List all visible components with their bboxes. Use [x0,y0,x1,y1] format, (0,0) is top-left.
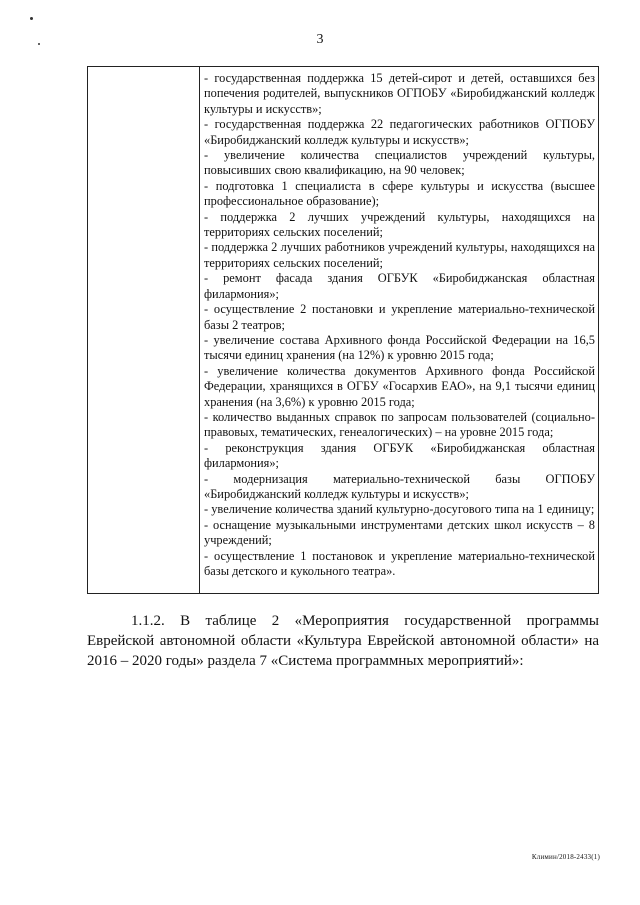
table-list-item: - увеличение количества специалистов учреждений культуры, повысивших свою квалификацию, на 90 человек; [204,148,595,178]
document-code: Климин/2018-2433(1) [531,853,600,861]
table-list-item: - увеличение количества зданий культурно-досугового типа на 1 единицу; [204,502,595,517]
table-list-item: - поддержка 2 лучших учреждений культуры, находящихся на территориях сельских поселений; [204,209,595,240]
table-list-item: - государственная поддержка 22 педагогических работников ОГПОБУ «Биробиджанский колледж культуры и искусств»; [204,117,595,147]
table-left-cell [88,67,200,593]
table-list-item: - количество выданных справок по запросам пользователей (социально-правовых, тематических, генеалогических) – на уровне 2015 года; [204,409,595,440]
table-list-item: - модернизация материально-технической базы ОГПОБУ «Биробиджанский колледж культуры и искусств»; [204,471,595,501]
table-list-item: - увеличение количества документов Архивного фонда Российской Федерации, хранящихся в ОГБУ «Госархив ЕАО», на 9,1 тысячи единиц хранения (на 3,6%) к уровню 2015 года; [204,363,595,409]
table-list-item: - осуществление 1 постановок и укрепление материально-технической базы детского и кукольного театра». [204,548,595,578]
table-list-item: - осуществление 2 постановки и укрепление материально-технической базы 2 театров; [204,302,595,332]
table-list-item: - поддержка 2 лучших работников учреждений культуры, находящихся на территориях сельских поселений; [204,240,595,270]
table-list-item: - оснащение музыкальными инструментами детских школ искусств – 8 учреждений; [204,517,595,548]
page-number: 3 [316,32,324,47]
table-list-item: - увеличение состава Архивного фонда Российской Федерации на 16,5 тысячи единиц хранения (на 12%) к уровню 2015 года; [204,332,595,363]
table-list-item: - ремонт фасада здания ОГБУК «Биробиджанская областная филармония»; [204,271,595,301]
body-paragraph: 1.1.2. В таблице 2 «Мероприятия государственной программы Еврейской автономной области «Культура Еврейской автономной области» на 2016 – 2020 годы» раздела 7 «Система программных мероприятий»: [87,613,599,669]
table-right-cell [204,71,595,579]
table-list-item: - подготовка 1 специалиста в сфере культуры и искусства (высшее профессиональное образование); [204,178,595,209]
scan-speck [30,17,33,20]
table-list-item: - государственная поддержка 15 детей-сирот и детей, оставшихся без попечения родителей, выпускников ОГПОБУ «Биробиджанский колледж культуры и искусств»; [204,71,595,116]
table-list-item: - реконструкция здания ОГБУК «Биробиджанская областная филармония»; [204,440,595,471]
program-results-table [87,66,599,594]
